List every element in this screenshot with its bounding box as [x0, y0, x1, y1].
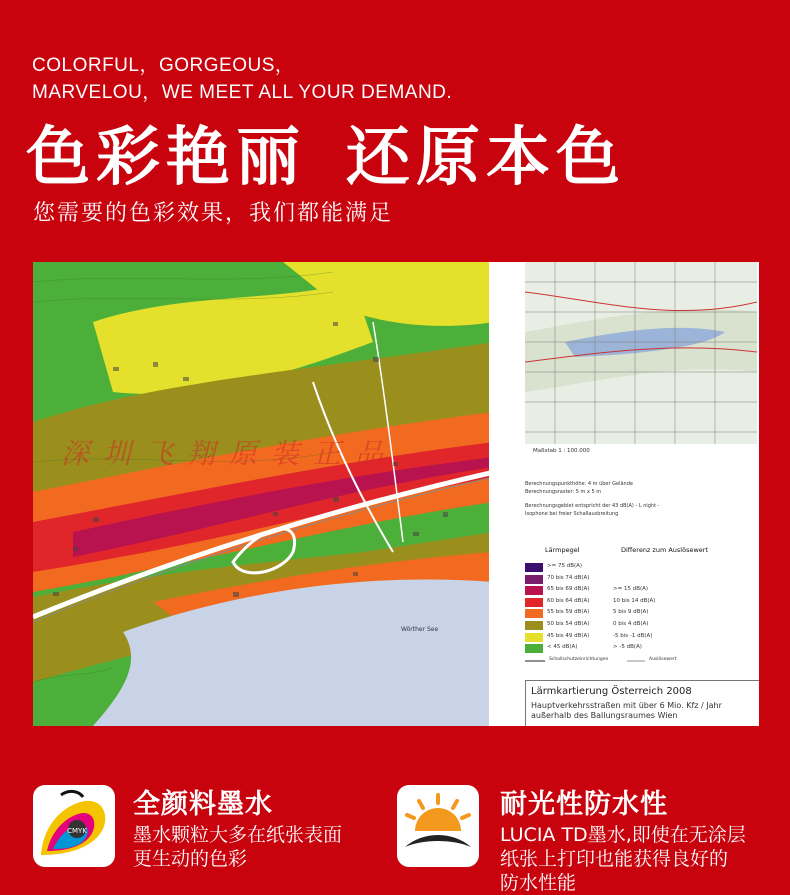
- map-subtitle-1: Hauptverkehrsstraßen mit über 6 Mio. Kfz / Jahr: [531, 701, 722, 710]
- calc-area-label: Berechnungsgebiet entspricht der 43 dB(A) - L night -: [525, 503, 660, 509]
- calc-height-label: Berechnungspunkthöhe: 4 m über Gelände: [525, 481, 633, 487]
- lake-label: Wörther See: [401, 626, 439, 633]
- headline-part-2: 还原本色: [346, 121, 626, 195]
- legend-level-label: 65 bis 69 dB(A): [547, 586, 590, 593]
- legend-diff-label: 5 bis 9 dB(A): [613, 609, 649, 616]
- legend-level-label: 60 bis 64 dB(A): [547, 597, 590, 604]
- legend-row: [525, 608, 745, 620]
- legend-row: [525, 562, 745, 574]
- noise-level-legend: [525, 546, 745, 667]
- legend-swatch: [525, 563, 543, 572]
- legend-row: [525, 597, 745, 609]
- feature-2-title: 耐光性防水性: [500, 789, 668, 820]
- sunrise-graphic: [397, 785, 479, 867]
- feature-2-desc-1: LUCIA TD墨水,即使在无涂层: [500, 824, 746, 846]
- noise-map-image: [33, 262, 494, 726]
- tagline-line-1: COLORFUL，GORGEOUS，: [32, 55, 295, 76]
- feature-1-desc-1: 墨水颗粒大多在纸张表面: [133, 824, 343, 846]
- noise-map-graphic: [33, 262, 494, 726]
- legend-title-level: Lärmpegel: [545, 546, 580, 554]
- legend-level-label: 45 bis 49 dB(A): [547, 632, 590, 639]
- legend-level-label: 50 bis 54 dB(A): [547, 620, 590, 627]
- noise-map-print-sample: [33, 262, 759, 726]
- feature-2-desc-3: 防水性能: [500, 872, 577, 894]
- barrier-label: Schallschutzeinrichtungen: [549, 656, 609, 662]
- calc-grid-label: Berechnungsraster: 5 m x 5 m: [525, 489, 602, 495]
- legend-row: [525, 585, 745, 597]
- legend-swatch: [525, 609, 543, 618]
- map-title-box: [525, 680, 759, 726]
- legend-footer: [525, 655, 745, 667]
- tagline-line-2: MARVELOU，WE MEET ALL YOUR DEMAND.: [32, 82, 453, 103]
- legend-rows: [525, 562, 745, 655]
- legend-swatch: [525, 644, 543, 653]
- legend-diff-label: >= 15 dB(A): [613, 586, 649, 593]
- isophone-label: Isophone bei freier Schallausbreitung: [525, 511, 619, 517]
- map-legend-sheet: [505, 262, 759, 726]
- legend-diff-label: -5 bis -1 dB(A): [613, 632, 653, 639]
- subheadline: 您需要的色彩效果，我们都能满足: [33, 201, 394, 226]
- watermark-text: 深圳飞翔原装正品: [61, 437, 398, 470]
- feature-1-title: 全颜料墨水: [133, 789, 273, 820]
- legend-level-label: < 45 dB(A): [547, 644, 578, 651]
- feature-2-desc-2: 纸张上打印也能获得良好的: [500, 848, 729, 870]
- sunrise-icon: [397, 785, 479, 867]
- legend-swatch: [525, 586, 543, 595]
- legend-row: [525, 632, 745, 644]
- legend-diff-label: 10 bis 14 dB(A): [613, 597, 656, 604]
- legend-swatch: [525, 633, 543, 642]
- legend-swatch: [525, 575, 543, 584]
- map-scale-label: Maßstab 1 : 100.000: [533, 448, 590, 454]
- feature-1-desc-2: 更生动的色彩: [133, 848, 248, 870]
- svg-text:CMYK: CMYK: [67, 827, 87, 835]
- legend-row: [525, 643, 745, 655]
- legend-title-diff: Differenz zum Auslösewert: [621, 546, 709, 554]
- map-subtitle-2: außerhalb des Ballungsraumes Wien: [531, 711, 678, 720]
- legend-level-label: >= 75 dB(A): [547, 563, 583, 569]
- threshold-label: Auslösewert: [649, 656, 677, 662]
- headline-part-1: 色彩艳丽: [26, 121, 306, 195]
- legend-row: [525, 574, 745, 586]
- legend-level-label: 70 bis 74 dB(A): [547, 574, 590, 581]
- tagline: [32, 52, 452, 106]
- index-map-graphic: [525, 262, 757, 458]
- ink-splash-graphic: [33, 785, 115, 867]
- map-title: Lärmkartierung Österreich 2008: [531, 686, 692, 697]
- legend-swatch: [525, 621, 543, 630]
- legend-row: [525, 620, 745, 632]
- legend-level-label: 55 bis 59 dB(A): [547, 609, 590, 616]
- legend-header: [525, 546, 745, 562]
- ink-splash-icon: [33, 785, 115, 867]
- legend-diff-label: > -5 dB(A): [613, 644, 642, 651]
- legend-swatch: [525, 598, 543, 607]
- headline: [26, 118, 626, 198]
- legend-diff-label: 0 bis 4 dB(A): [613, 620, 649, 627]
